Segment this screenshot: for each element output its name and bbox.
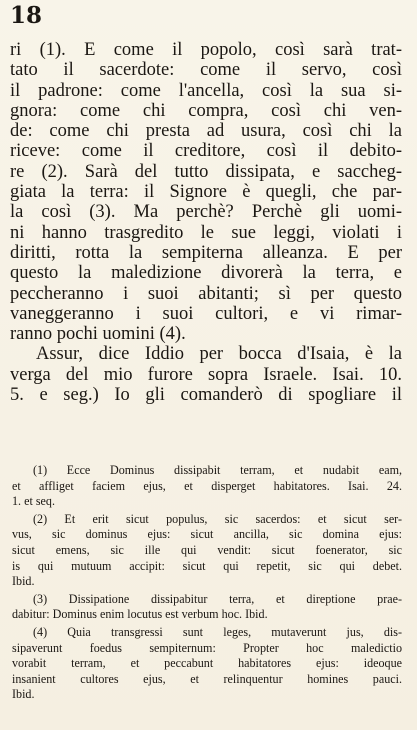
footnote-line: 1. et seq. — [12, 494, 55, 509]
footnote-line: (4) Quia transgressi sunt leges, mutaverunt jus, dis- — [33, 624, 402, 639]
footnote-line: et affliget faciem ejus, et disperget habitatores. Isai. 24. — [12, 478, 402, 493]
main-line: riceve: come il creditore, così il debito- — [10, 141, 402, 162]
main-line: re (2). Sarà del tutto dissipata, e saccheg- — [10, 161, 402, 182]
main-line: diritti, rotta la sempiterna alleanza. E per — [10, 242, 402, 263]
main-line: vaneggeranno i suoi cultori, e vi rimar- — [10, 303, 402, 324]
main-line: il padrone: come l'ancella, così la sua si- — [10, 80, 402, 101]
main-line: verga del mio furore sopra Israele. Isai. 10. — [10, 364, 402, 385]
footnote-1 — [12, 463, 402, 510]
footnotes — [12, 463, 402, 705]
main-text — [10, 40, 402, 405]
main-line: Assur, dice Iddio per bocca d'Isaia, è la — [36, 344, 402, 365]
main-line: la così (3). Ma perchè? Perchè gli uomi- — [10, 202, 402, 223]
footnote-line: dabitur: Dominus enim locutus est verbum hoc. Ibid. — [12, 607, 268, 622]
footnote-line: vus, sic dominus ejus: sicut ancilla, sic domina ejus: — [12, 527, 402, 542]
footnote-3 — [12, 592, 402, 623]
page-number: 18 — [10, 2, 43, 29]
main-line: questo la maledizione divorerà la terra, e — [10, 263, 402, 284]
footnote-line: (2) Et erit sicut populus, sic sacerdos: et sicut ser- — [33, 511, 402, 526]
main-line: gnora: come chi compra, così chi ven- — [10, 100, 402, 121]
main-line: ni hanno trasgredito le sue leggi, violati i — [10, 222, 402, 243]
footnote-2 — [12, 512, 402, 590]
footnote-4 — [12, 625, 402, 703]
main-line: giata la terra: il Signore è quegli, che par- — [10, 182, 402, 203]
footnote-line: is qui mutuum accipit: sicut qui repetit, sic qui debet. — [12, 558, 402, 573]
footnote-line: Ibid. — [12, 574, 35, 589]
footnote-line: vorabit terram, et peccabunt habitatores ejus: ideoque — [12, 656, 402, 671]
main-line: 5. e seg.) Io gli comanderò di spogliare il — [10, 385, 402, 406]
footnote-line: insanient cultores ejus, et relinquentur homines pauci. — [12, 671, 402, 686]
main-line: tato il sacerdote: come il servo, così — [10, 60, 402, 81]
footnote-line: (3) Dissipatione dissipabitur terra, et direptione prae- — [33, 591, 402, 606]
footnote-line: sipaverunt foedus sempiternum: Propter hoc maledictio — [12, 640, 402, 655]
main-line: de: come chi presta ad usura, così chi la — [10, 121, 402, 142]
main-line: peccheranno i suoi abitanti; sì per questo — [10, 283, 402, 304]
main-line: ranno pochi uomini (4). — [10, 324, 186, 345]
main-line: ri (1). E come il popolo, così sarà trat- — [10, 40, 402, 60]
footnote-line: sicut emens, sic ille qui vendit: sicut foenerator, sic — [12, 542, 402, 557]
footnote-line: Ibid. — [12, 687, 35, 702]
footnote-line: (1) Ecce Dominus dissipabit terram, et nudabit eam, — [33, 463, 402, 477]
